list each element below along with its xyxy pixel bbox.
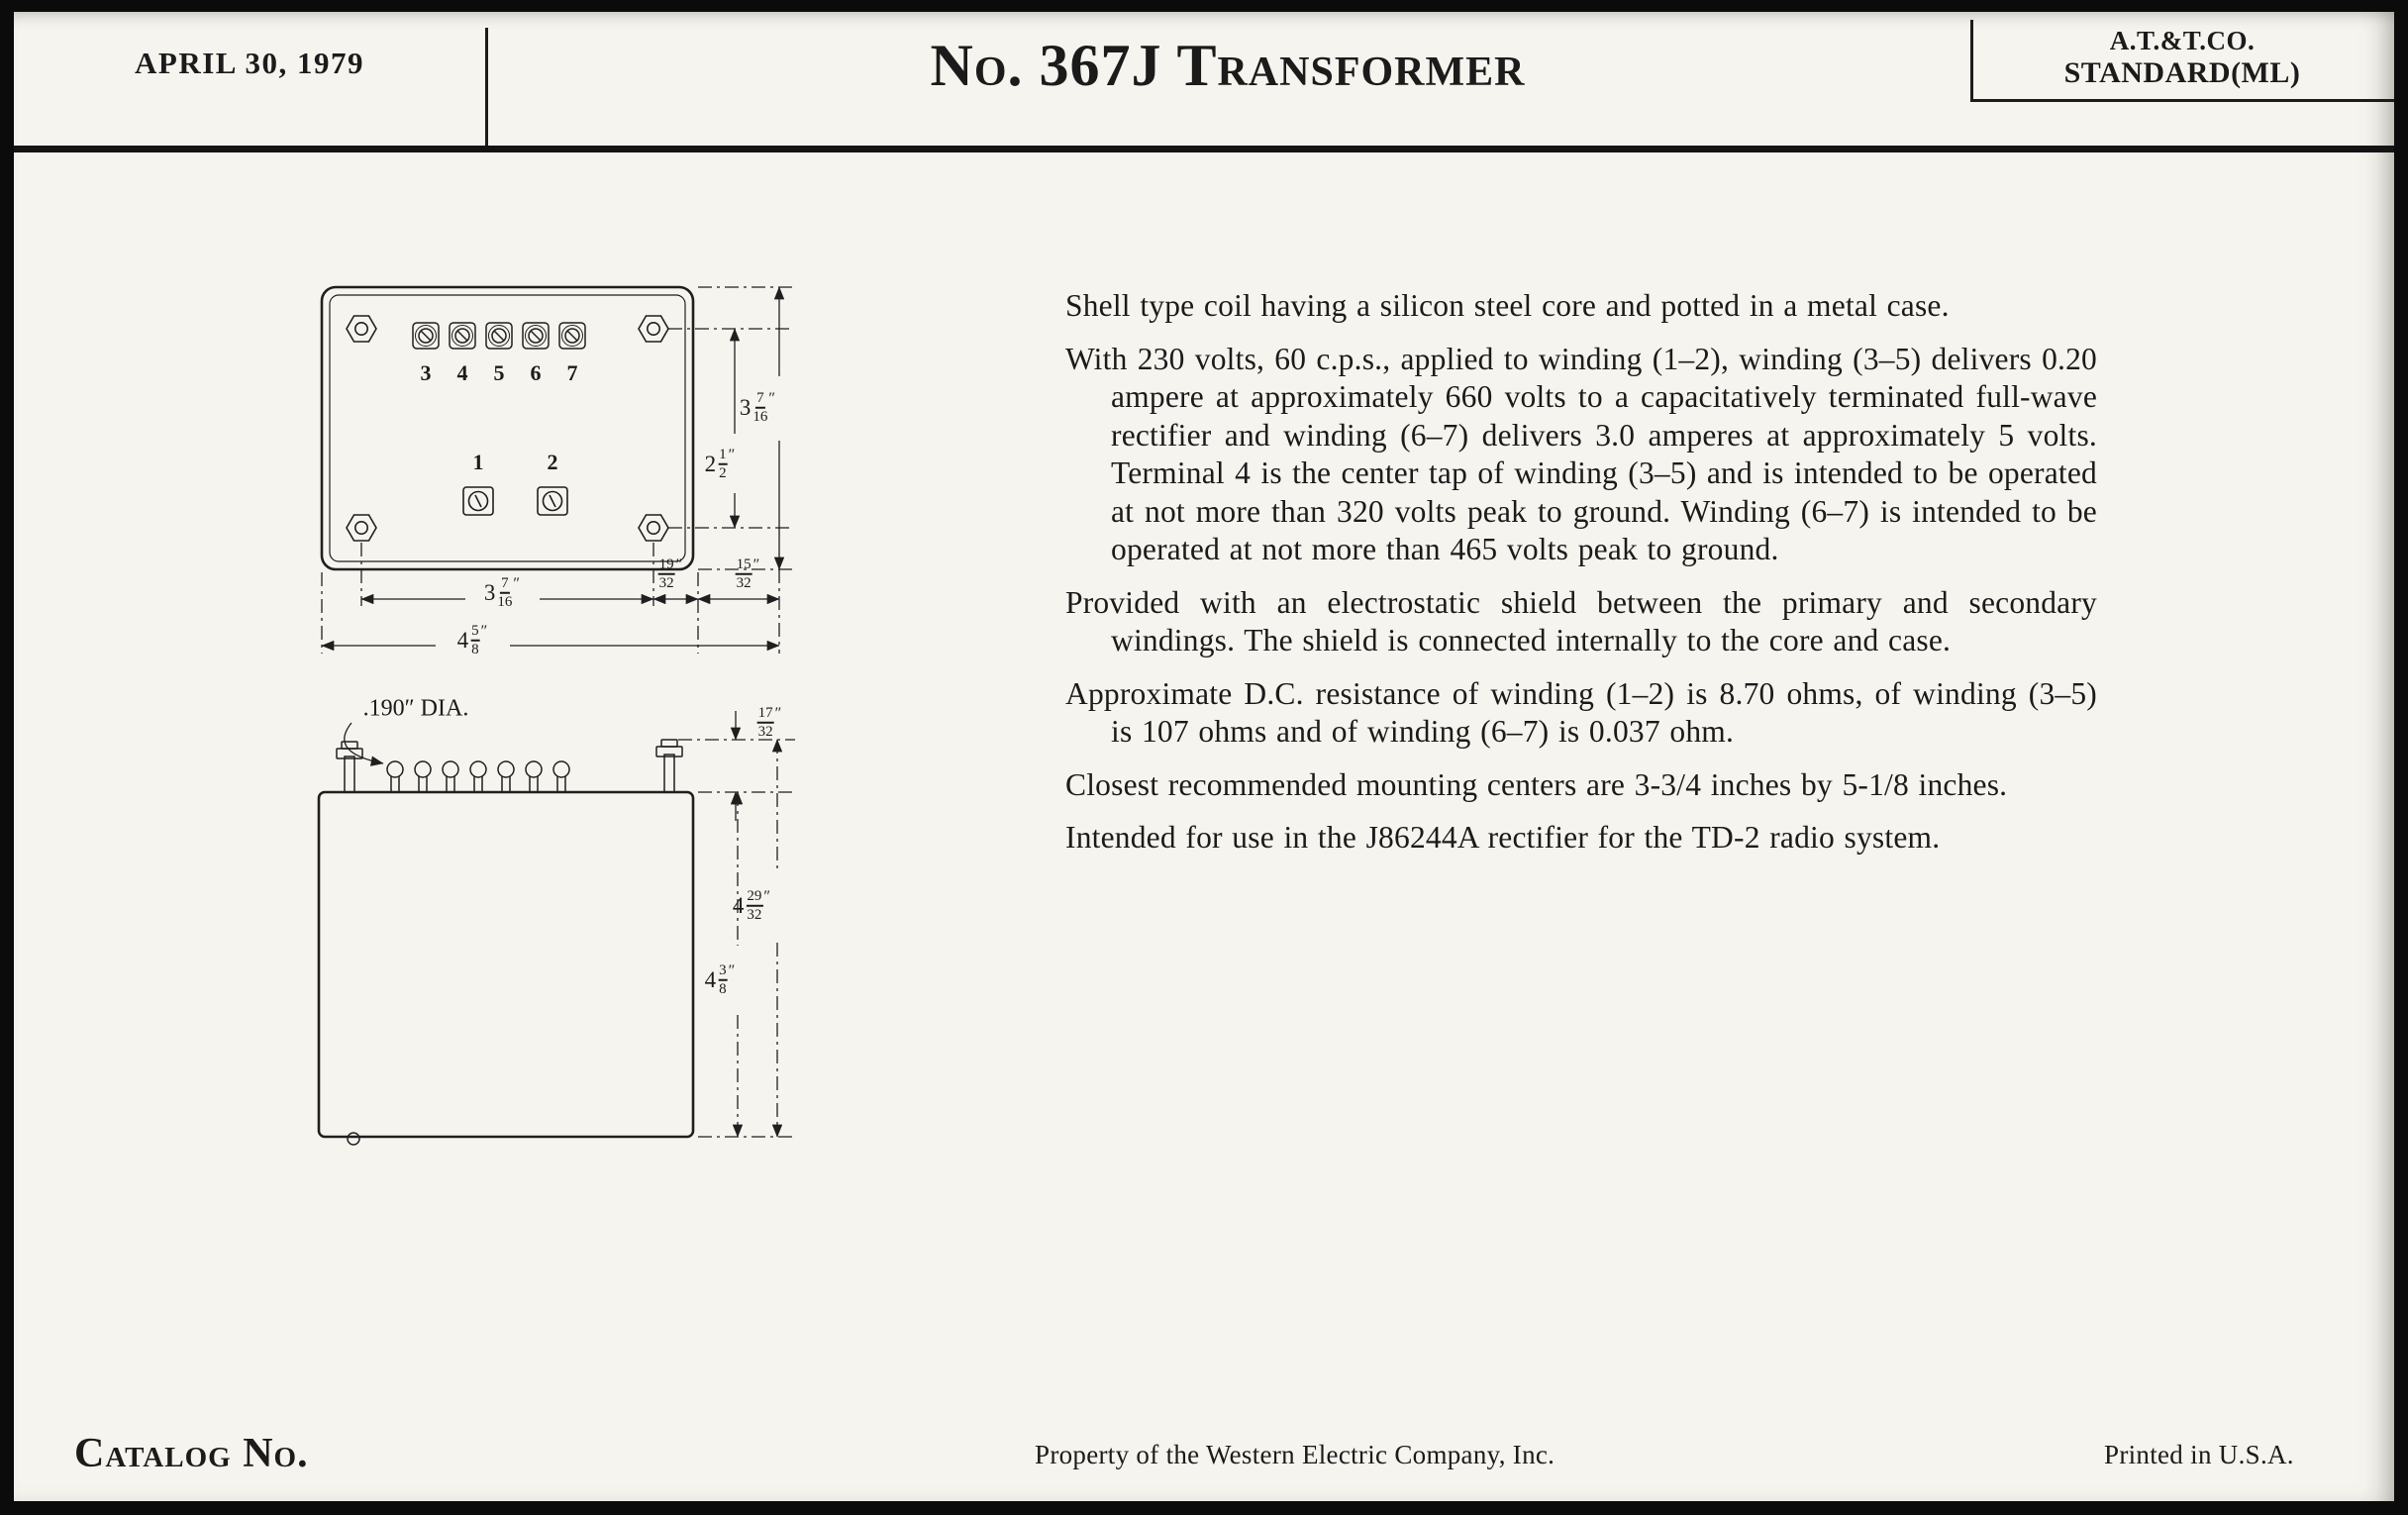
primary-terminals: [463, 487, 567, 515]
catalog-number-label: Catalog No.: [74, 1431, 309, 1476]
terminal-labels: [421, 360, 578, 474]
datasheet-page: [14, 12, 2394, 1501]
right-stud: [656, 740, 682, 792]
standard-company: A.T.&T.CO.: [2109, 26, 2256, 55]
header-standard-block: [1970, 26, 2394, 90]
terminal-label-3: 3: [420, 360, 432, 385]
printed-notice: Printed in U.S.A.: [2104, 1440, 2294, 1469]
dim-case-width: 4 5 8 ″: [456, 622, 488, 657]
dia-leader-line: [345, 723, 383, 763]
terminal-label-6: 6: [530, 360, 542, 385]
side-view-dim-lines: [678, 711, 795, 1137]
dim-case-height: 3 7 16 ″: [739, 389, 776, 425]
side-view-drawing: [319, 711, 795, 1145]
description-column: [1065, 287, 2097, 872]
page-title: No. 367J Transformer: [930, 33, 1526, 98]
description-paragraph: Approximate D.C. resistance of winding (1–2) is 8.70 ohms, of winding (3–5) is 107 ohms and of winding (6–7) is 0.037 ohm.: [1065, 675, 2097, 749]
dim-edge-margin: 15 32 ″: [736, 556, 760, 591]
mounting-nuts: [347, 316, 668, 541]
dim-hole-spacing-vertical: 2 1 2 ″: [704, 446, 736, 481]
terminal-label-4: 4: [456, 360, 468, 385]
dim-hole-spacing-horizontal: 3 7 16 ″: [483, 574, 521, 610]
header-date: APRIL 30, 1979: [135, 46, 364, 80]
technical-drawing: [213, 257, 827, 1188]
top-view-width-dims: [322, 543, 779, 654]
dim-hole-edge-offset: 19 32 ″: [658, 556, 683, 591]
terminal-label-1: 1: [472, 450, 484, 474]
description-paragraph: Provided with an electrostatic shield between the primary and secondary windings. The shield is connected internally to the core and case.: [1065, 584, 2097, 657]
secondary-terminals: [413, 323, 585, 349]
dim-overall-height: 4 29 32 ″: [732, 887, 771, 923]
property-notice: Property of the Western Electric Company, Inc.: [1035, 1440, 1555, 1469]
header-standard-underline: [1970, 99, 2394, 102]
header-rule: [14, 146, 2394, 152]
wire-loop-terminals: [387, 761, 569, 792]
terminal-diameter-label: .190″ DIA.: [362, 695, 469, 722]
description-paragraph: Intended for use in the J86244A rectifier for the TD-2 radio system.: [1065, 820, 1941, 855]
dim-body-height: 4 3 8 ″: [704, 961, 736, 997]
terminal-label-2: 2: [547, 450, 558, 474]
terminal-label-7: 7: [566, 360, 578, 385]
dim-terminal-height: 17 32 ″: [757, 704, 782, 740]
standard-designation: STANDARD(ML): [2063, 56, 2301, 89]
description-paragraph: Shell type coil having a silicon steel core and potted in a metal case.: [1065, 288, 1950, 323]
description-paragraph: Closest recommended mounting centers are 3-3/4 inches by 5-1/8 inches.: [1065, 766, 2008, 802]
terminal-label-5: 5: [493, 360, 505, 385]
transformer-drawing-svg: [213, 257, 827, 1188]
description-paragraph: With 230 volts, 60 c.p.s., applied to winding (1–2), winding (3–5) delivers 0.20 ampere at approximately 660 volts to a capacitatively terminated full-wave rectifier and winding (6–7) delivers 3.0 amperes at approximately 5 volts. Terminal 4 is the center tap of winding (3–5) and is intended to be operated at not more than 320 volts peak to ground. Winding (6–7) is intended to be operated at not more than 465 volts peak to ground.: [1065, 341, 2097, 566]
